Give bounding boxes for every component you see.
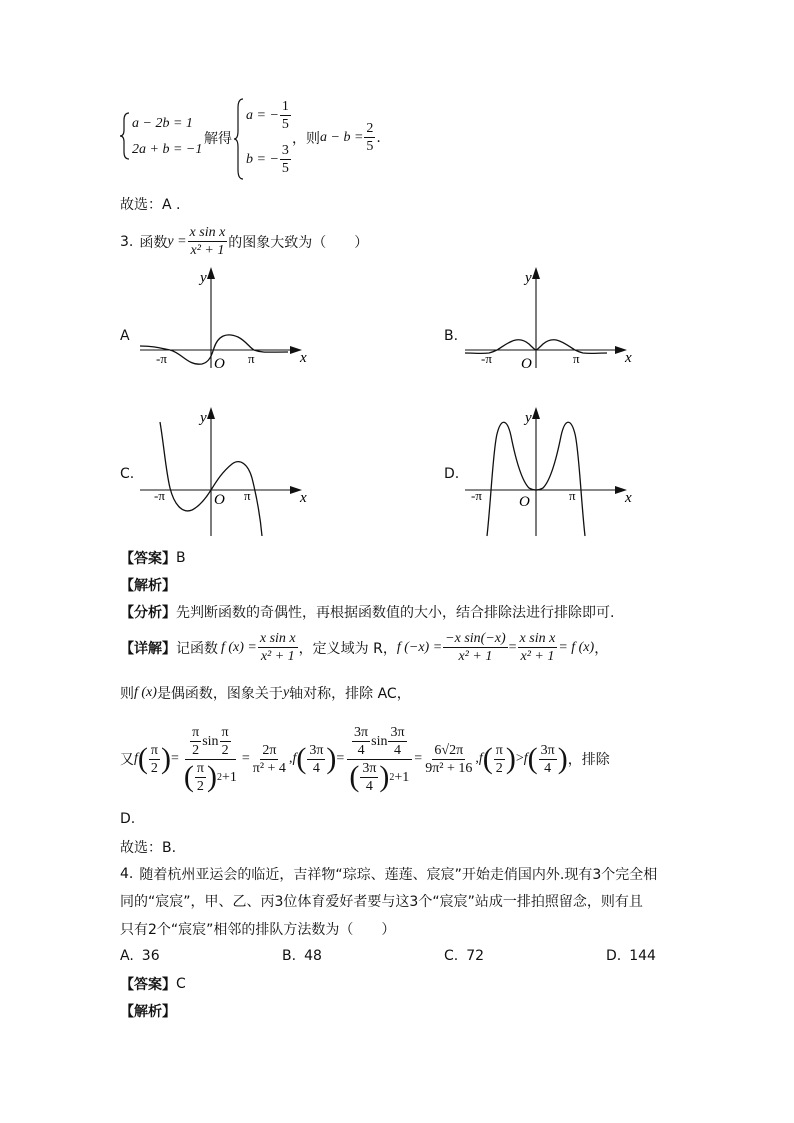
graph-c: [138, 400, 310, 540]
q4-option-c-label: C.: [444, 948, 459, 964]
q3-fnx-den: x² + 1: [458, 649, 493, 664]
q3-b1-num: π: [192, 724, 200, 740]
q3-fx-num: x sin x: [259, 631, 296, 646]
solution-a-num: 1: [281, 99, 289, 114]
graph-b-origin: O: [521, 356, 532, 372]
diff-label: a − b =: [320, 129, 364, 145]
graph-c-pos-pi: π: [244, 488, 251, 503]
q3-fnx-rhs: = f (x): [558, 639, 595, 655]
q4-option-c-value: 72: [466, 948, 485, 964]
graph-d-y-label: y: [525, 410, 532, 426]
solution-a-den: 5: [281, 117, 289, 132]
q3-choose: 故选：B.: [120, 840, 177, 856]
graph-a-x-label: x: [300, 350, 307, 366]
q4-number: 4.: [120, 866, 134, 882]
q3-fnx-den2: x² + 1: [520, 649, 555, 664]
q4-option-d: [606, 948, 656, 964]
graph-a-y-label: y: [200, 270, 207, 286]
q3-option-c-label: C.: [120, 466, 135, 482]
q3-xiangjie-tag: 【详解】: [120, 640, 176, 657]
q4-line-2: 同的“宸宸”，甲、乙、丙3位体育爱好者要与这3个“宸宸”站成一排拍照留念，则有且: [120, 894, 643, 910]
q3-val1-den: π² + 4: [252, 760, 286, 776]
q3-then-c: 轴对称，排除 AC，: [289, 686, 411, 702]
graph-c-y-label: y: [200, 410, 207, 426]
q3-d2-den: 4: [394, 742, 401, 758]
q3-option-b-label: B.: [444, 328, 459, 344]
right-brace-icon: [234, 98, 244, 180]
q4-answer-value: C: [176, 976, 186, 992]
q3-sin-1: sin: [202, 733, 219, 749]
q4-option-a-label: A.: [120, 948, 134, 964]
graph-d-origin: O: [519, 494, 530, 510]
q3-then-y: y: [282, 685, 290, 700]
system-eq-2: 2a + b = −1: [132, 142, 203, 157]
graph-a-pos-pi: π: [248, 351, 255, 366]
q3-fnx-num: −x sin(−x): [445, 631, 506, 646]
graph-b-neg-pi: -π: [481, 351, 492, 366]
q3-fenxi-row: [120, 602, 614, 622]
q3-analysis-tag: 【解析】: [120, 578, 176, 594]
q3-suffix: 的图象大致为（ ）: [228, 234, 369, 251]
q3-then-b: 是偶函数，图象关于: [156, 686, 283, 702]
q3-fnx-lhs: f (−x) =: [396, 639, 443, 655]
solution-b-den: 5: [281, 161, 289, 176]
q4-stem-1: 随着杭州亚运会的临近，吉祥物“琮琮、莲莲、宸宸”开始走俏国内外.现有3个完全相: [139, 867, 658, 883]
q3-fnx-eq: =: [508, 639, 517, 655]
q3-d2-num: 3π: [390, 724, 405, 740]
q3-c1-den: 4: [312, 760, 320, 776]
q3-d3-den: 4: [365, 778, 373, 794]
graph-b-pos-pi: π: [573, 351, 580, 366]
q3-f-pi2-frac: $\frac{\pi}{2}$ sin $\frac{\pi}{2}$ ( $\frac{\pi}{2}$ ) 2 +1: [183, 724, 237, 794]
q3-fnx-num2: x sin x: [519, 631, 556, 646]
q3-f-3pi4-frac: $\frac{3\pi}{4}$ sin $\frac{3\pi}{4}$ ( $\frac{3\pi}{4}$ ) 2 +1: [345, 724, 413, 795]
q3-option-a-label: A: [120, 328, 130, 344]
q3-comma: ，: [594, 640, 609, 657]
q3-b1-den: 2: [192, 742, 200, 758]
graph-b: [463, 262, 635, 372]
q3-a1-num: π: [150, 742, 158, 758]
q4-option-d-label: D.: [606, 948, 622, 964]
q4-option-b-label: B.: [282, 948, 297, 964]
q3-frac-num: x sin x: [189, 225, 226, 240]
graph-a-neg-pi: -π: [156, 351, 167, 366]
q3-d1-num: 3π: [354, 724, 369, 740]
q3-fx-lhs: f (x) =: [221, 639, 257, 655]
q3-b3-den: 2: [196, 778, 204, 794]
q3-val1-num: 2π: [262, 742, 277, 758]
diff-num: 2: [366, 121, 374, 136]
q3-then-fx: f (x): [134, 685, 157, 700]
q3-ji: 记函数: [176, 640, 218, 657]
q4-option-c: [444, 948, 484, 964]
left-brace-icon: [120, 112, 130, 160]
q4-line-3: 只有2个“宸宸”相邻的排队方法数为（ ）: [120, 922, 396, 938]
q3-number: 3.: [120, 233, 134, 250]
q3-fenxi-text: 先判断函数的奇偶性，再根据函数值的大小，结合排除法进行排除即可.: [176, 605, 615, 621]
q4-option-b-value: 48: [304, 948, 322, 964]
intro-choose: 故选：A .: [120, 197, 181, 213]
q4-line-1: [120, 864, 657, 884]
q3-answer-value: B: [176, 550, 186, 566]
q3-e1-num: π: [495, 742, 503, 758]
q3-val2-num: 6√2π: [434, 742, 464, 758]
q3-f-2: f: [292, 751, 297, 766]
q4-option-a-value: 36: [141, 948, 160, 964]
q3-stem: [120, 224, 368, 259]
q3-d1-den: 4: [357, 742, 365, 758]
q3-gt: >: [515, 751, 524, 766]
q3-e2-num: 3π: [540, 742, 555, 758]
q3-d3-num: 3π: [362, 760, 377, 776]
graph-c-x-label: x: [300, 490, 307, 506]
q3-f-1: f: [134, 751, 138, 766]
q3-fx-den: x² + 1: [260, 649, 295, 664]
graph-b-x-label: x: [625, 350, 632, 366]
q3-y-eq: y =: [167, 233, 187, 249]
q4-answer-row: [120, 974, 186, 994]
graph-d-x-label: x: [625, 490, 632, 506]
q3-a1-den: 2: [150, 760, 158, 776]
q3-you: 又: [120, 752, 134, 768]
system-eq-1: a − 2b = 1: [132, 116, 193, 131]
q3-e1-den: 2: [495, 760, 503, 776]
q3-then-a: 则: [120, 686, 134, 702]
graph-a-origin: O: [214, 356, 225, 372]
graph-c-neg-pi: -π: [154, 488, 165, 503]
q3-option-d-label: D.: [444, 466, 460, 482]
q3-prefix: 函数: [139, 234, 168, 251]
q3-exclude: ，排除: [567, 752, 610, 768]
q3-compare-row: 又 f ( $\frac{\pi}{2}$ ) = $\frac{\pi}{2}$ sin $\frac{\pi}{2}$ ( $\frac{\pi}{2}$ ) 2 +1 = $\frac{2\pi}{\text{π² + 4}}$ , f ( $\frac{3\pi}{4}$ ) = $\frac{3\pi}{4}$ sin $\frac{3\pi}{4}$ ( $\frac{3\pi}{4}$ ) 2 +1 = $\frac{6√2\pi}{\text{9π² + 16}}$ , f ( $\frac{\pi}{2}$ ) > f ( $\frac{3\pi}{4}$ ) ，排除: [120, 724, 610, 794]
solution-a-label: a = −: [246, 107, 279, 123]
q4-option-a: [120, 948, 160, 964]
q3-frac-den: x² + 1: [190, 243, 225, 258]
q3-answer-row: [120, 548, 186, 568]
equation-system-block: [120, 96, 420, 182]
q3-sin-2: sin: [371, 733, 388, 749]
q3-f-3: f: [478, 751, 483, 766]
graph-a: [138, 262, 310, 372]
q3-plus1-2: +1: [394, 769, 410, 785]
graph-d-neg-pi: -π: [471, 488, 482, 503]
q3-b2-num: π: [221, 724, 229, 740]
q4-option-d-value: 144: [629, 948, 656, 964]
graph-d-pos-pi: π: [569, 488, 576, 503]
q3-b3-num: π: [196, 760, 204, 776]
diff-period: .: [376, 129, 381, 146]
q3-b2-den: 2: [221, 742, 229, 758]
q3-plus1-1: +1: [221, 769, 237, 785]
q3-fenxi-tag: 【分析】: [120, 605, 176, 621]
q3-xiangjie-row: [120, 630, 608, 665]
diff-den: 5: [366, 139, 374, 154]
q3-val2-den: 9π² + 16: [425, 760, 473, 776]
q4-analysis-tag: 【解析】: [120, 1004, 176, 1020]
q4-option-b: [282, 948, 322, 964]
q4-answer-tag: 【答案】: [120, 977, 176, 993]
q3-d-line: D.: [120, 811, 136, 827]
then-text: ，则: [292, 130, 320, 147]
q3-f-4: f: [523, 751, 528, 766]
graph-d: [463, 400, 635, 540]
graph-c-origin: O: [214, 492, 225, 508]
q3-answer-tag: 【答案】: [120, 551, 176, 567]
q3-then-row: [120, 683, 411, 703]
solution-b-label: b = −: [246, 151, 279, 167]
q3-c1-num: 3π: [309, 742, 324, 758]
solve-word: 解得: [204, 131, 232, 147]
q3-domain: ，定义域为 R，: [298, 640, 397, 657]
solution-b-num: 3: [281, 143, 289, 158]
graph-b-y-label: y: [525, 270, 532, 286]
q3-e2-den: 4: [544, 760, 552, 776]
